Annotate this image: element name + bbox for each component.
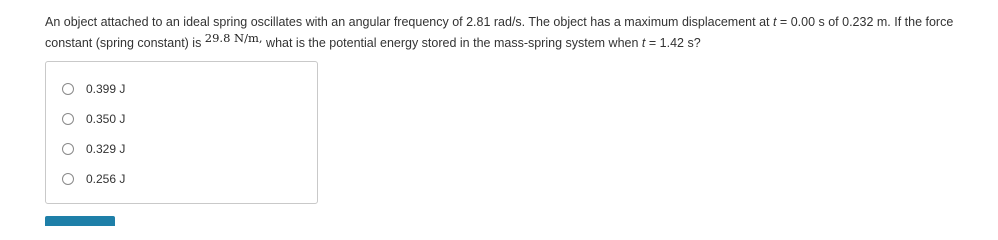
choice-label: 0.256 J	[86, 172, 126, 186]
answer-choices	[45, 61, 318, 204]
question-part-2: = 0.00 s of 0.232 m. If the force constant (spring constant) is	[45, 15, 954, 50]
question-part-3: what is the potential energy stored in the mass-spring system when	[262, 36, 642, 50]
time-variable: t	[641, 36, 646, 50]
choice-3[interactable]	[62, 141, 125, 157]
choice-1[interactable]	[62, 81, 125, 97]
choice-label: 0.329 J	[86, 142, 126, 156]
spring-constant-value: 29.8 N/m,	[204, 31, 263, 45]
radio-button[interactable]	[62, 113, 74, 125]
time-variable: t	[772, 15, 777, 29]
submit-button[interactable]	[45, 216, 115, 226]
choice-2[interactable]	[62, 111, 125, 127]
radio-button[interactable]	[62, 83, 74, 95]
question-part-4: = 1.42 s?	[645, 36, 701, 50]
choice-4[interactable]	[62, 171, 125, 187]
choice-label: 0.399 J	[86, 82, 126, 96]
question-text	[45, 12, 995, 54]
radio-button[interactable]	[62, 143, 74, 155]
choice-label: 0.350 J	[86, 112, 126, 126]
question-part-1: An object attached to an ideal spring oscillates with an angular frequency of 2.81 rad/s. The object has a maximum displacement at	[45, 15, 773, 29]
radio-button[interactable]	[62, 173, 74, 185]
